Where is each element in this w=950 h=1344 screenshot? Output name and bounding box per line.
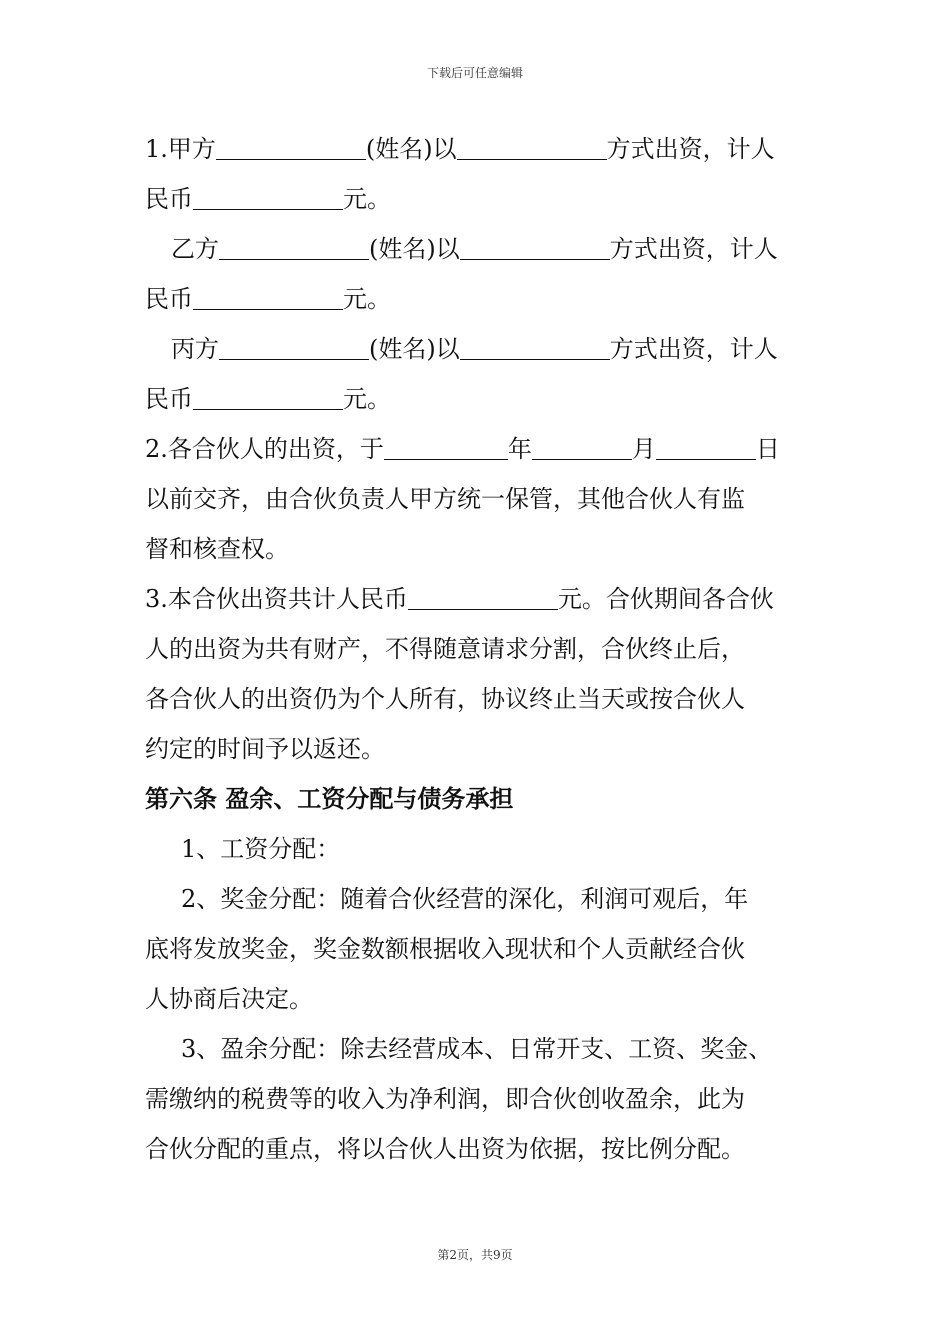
paragraph-line: 督和核查权。 bbox=[145, 535, 289, 563]
day-blank bbox=[656, 433, 756, 460]
method-blank bbox=[460, 333, 610, 360]
name-suffix: (姓名)以 bbox=[369, 235, 460, 263]
paragraph-line: 各合伙人的出资仍为个人所有，协议终止当天或按合伙人 bbox=[145, 685, 745, 713]
party-yi-amount-line bbox=[145, 274, 825, 324]
day-label: 日 bbox=[755, 435, 780, 463]
total-amount-blank bbox=[408, 583, 558, 610]
contribution-date-line bbox=[145, 424, 825, 474]
method-suffix: 方式出资，计人 bbox=[606, 135, 775, 163]
method-blank bbox=[460, 233, 610, 260]
yuan-label: 元。 bbox=[343, 285, 391, 313]
method-suffix: 方式出资，计人 bbox=[609, 335, 778, 363]
rmb-label: 民币 bbox=[145, 185, 193, 213]
paragraph-line: 需缴纳的税费等的收入为净利润，即合伙创收盈余，此为 bbox=[145, 1085, 745, 1113]
amount-blank bbox=[193, 383, 343, 410]
page-footer: 第2页，共9页 bbox=[437, 1248, 513, 1262]
wage-distribution-line: 1、工资分配： bbox=[181, 835, 341, 863]
amount-blank bbox=[193, 283, 343, 310]
method-blank bbox=[457, 133, 607, 160]
name-blank bbox=[216, 133, 366, 160]
page-header: 下载后可任意编辑 bbox=[426, 66, 523, 80]
method-suffix: 方式出资，计人 bbox=[609, 235, 778, 263]
month-label: 月 bbox=[631, 435, 656, 463]
paragraph-line: 约定的时间予以返还。 bbox=[145, 735, 385, 763]
paragraph-line: 合伙分配的重点，将以合伙人出资为依据，按比例分配。 bbox=[145, 1135, 745, 1163]
yuan-label: 元。 bbox=[343, 385, 391, 413]
document-body bbox=[145, 124, 825, 1174]
total-contribution-suffix: 元。合伙期间各合伙 bbox=[557, 585, 774, 613]
yuan-label: 元。 bbox=[343, 185, 391, 213]
party-bing-line bbox=[145, 324, 825, 374]
month-blank bbox=[532, 433, 632, 460]
party-bing-amount-line bbox=[145, 374, 825, 424]
paragraph-line: 底将发放奖金，奖金数额根据收入现状和个人贡献经合伙 bbox=[145, 935, 745, 963]
paragraph-line: 人协商后决定。 bbox=[145, 985, 313, 1013]
section-heading: 第六条 盈余、工资分配与债务承担 bbox=[145, 785, 514, 813]
total-contribution-prefix: 3.本合伙出资共计人民币 bbox=[145, 585, 408, 613]
rmb-label: 民币 bbox=[145, 285, 193, 313]
party-yi-label: 乙方 bbox=[171, 235, 219, 263]
rmb-label: 民币 bbox=[145, 385, 193, 413]
party-bing-label: 丙方 bbox=[171, 335, 219, 363]
year-label: 年 bbox=[507, 435, 532, 463]
contribution-date-prefix: 2.各合伙人的出资，于 bbox=[145, 435, 384, 463]
name-blank bbox=[219, 233, 369, 260]
party-jia-label: 1.甲方 bbox=[145, 135, 216, 163]
party-yi-line bbox=[145, 224, 825, 274]
paragraph-line: 以前交齐，由合伙负责人甲方统一保管，其他合伙人有监 bbox=[145, 485, 745, 513]
party-jia-line bbox=[145, 124, 825, 174]
surplus-distribution-line: 3、盈余分配：除去经营成本、日常开支、工资、奖金、 bbox=[181, 1035, 773, 1063]
total-contribution-line bbox=[145, 574, 825, 624]
name-suffix: (姓名)以 bbox=[365, 135, 457, 163]
party-jia-amount-line bbox=[145, 174, 825, 224]
name-blank bbox=[219, 333, 369, 360]
name-suffix: (姓名)以 bbox=[369, 335, 460, 363]
year-blank bbox=[384, 433, 508, 460]
amount-blank bbox=[193, 183, 343, 210]
bonus-distribution-line: 2、奖金分配：随着合伙经营的深化，利润可观后，年 bbox=[181, 885, 749, 913]
paragraph-line: 人的出资为共有财产，不得随意请求分割，合伙终止后， bbox=[145, 635, 745, 663]
